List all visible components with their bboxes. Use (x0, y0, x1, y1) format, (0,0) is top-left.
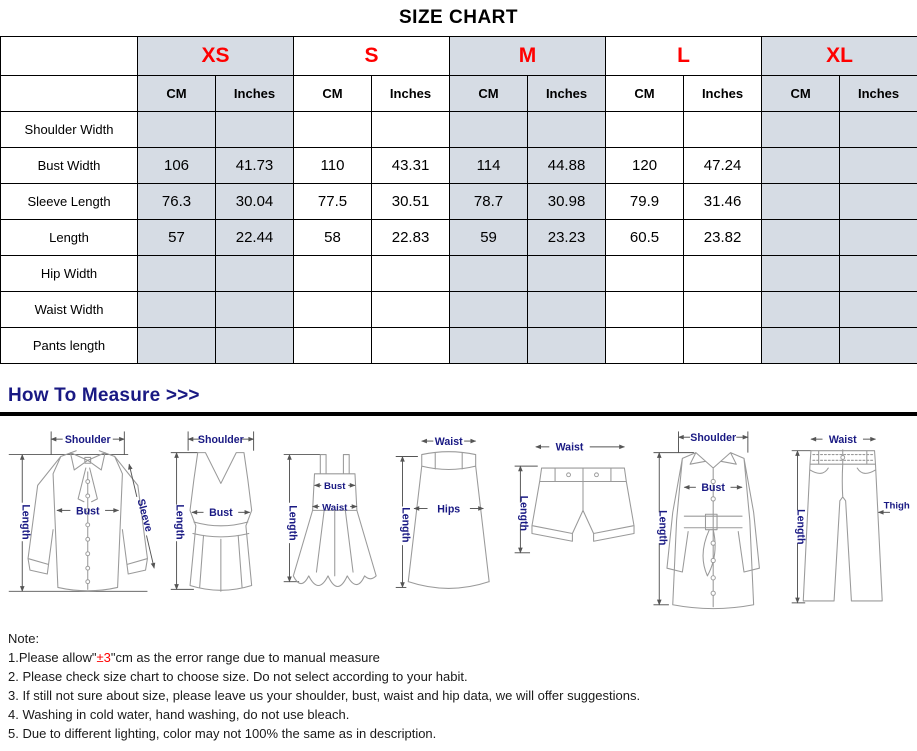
dress-figure (276, 422, 390, 620)
pants-figure (784, 422, 914, 620)
cell (762, 148, 840, 184)
cell: 22.83 (372, 220, 450, 256)
cell (294, 328, 372, 364)
length-label: Length (794, 509, 807, 545)
unit-header-cm: CM (294, 76, 372, 112)
cell (372, 328, 450, 364)
cell (450, 112, 528, 148)
table-row-length (1, 220, 917, 256)
table-row-sleeve-length (1, 184, 917, 220)
cell (684, 292, 762, 328)
cell (762, 328, 840, 364)
cell (528, 112, 606, 148)
row-label: Hip Width (1, 256, 138, 292)
shoulder-label: Shoulder (197, 433, 244, 446)
blouse-figure (3, 422, 165, 620)
skirt-drawing (408, 452, 489, 589)
unit-header-inches: Inches (840, 76, 917, 112)
waist-label: Waist (321, 502, 347, 514)
cell (216, 328, 294, 364)
cell: 23.23 (528, 220, 606, 256)
note1-suffix: "cm as the error range due to manual measure (110, 650, 380, 665)
cell (606, 256, 684, 292)
cell: 114 (450, 148, 528, 184)
notes-section (0, 621, 917, 743)
cell (372, 112, 450, 148)
cell (372, 256, 450, 292)
unit-header-row (1, 76, 917, 112)
cell: 110 (294, 148, 372, 184)
note-line-1 (8, 648, 909, 667)
waist-label: Waist (828, 434, 857, 446)
skirt-figure (389, 422, 505, 620)
cell (450, 328, 528, 364)
cell: 120 (606, 148, 684, 184)
cell: 43.31 (372, 148, 450, 184)
cell: 23.82 (684, 220, 762, 256)
cell: 59 (450, 220, 528, 256)
cell (294, 112, 372, 148)
table-row-shoulder-width (1, 112, 917, 148)
note-line-2: 2. Please check size chart to choose size. Do not select according to your habit. (8, 669, 468, 684)
cell (840, 148, 917, 184)
cell (606, 292, 684, 328)
bust-label: Bust (208, 507, 233, 520)
cell (528, 292, 606, 328)
shorts-drawing (532, 468, 634, 541)
cell (450, 256, 528, 292)
size-header-m: M (450, 37, 606, 76)
corner-cell-2 (1, 76, 138, 112)
cell: 78.7 (450, 184, 528, 220)
unit-header-cm: CM (450, 76, 528, 112)
how-to-measure-heading: How To Measure >>> (8, 385, 200, 406)
note-line-3: 3. If still not sure about size, please leave us your shoulder, bust, waist and hip data, we will offer suggestions. (8, 688, 641, 703)
bust-label: Bust (75, 505, 100, 518)
thigh-label: Thigh (883, 500, 910, 512)
cell (840, 112, 917, 148)
cell (840, 256, 917, 292)
note1-prefix: 1.Please allow" (8, 650, 97, 665)
cell (294, 256, 372, 292)
cell: 31.46 (684, 184, 762, 220)
measure-figures (0, 416, 917, 621)
tank-top-figure (165, 422, 276, 620)
hips-label: Hips (437, 503, 461, 516)
cell (684, 328, 762, 364)
cell: 58 (294, 220, 372, 256)
table-row-hip-width (1, 256, 917, 292)
shoulder-label: Shoulder (64, 433, 111, 446)
size-chart-table (0, 36, 917, 364)
unit-header-cm: CM (606, 76, 684, 112)
cell (840, 184, 917, 220)
cell (840, 220, 917, 256)
row-label: Bust Width (1, 148, 138, 184)
unit-header-cm: CM (762, 76, 840, 112)
unit-header-inches: Inches (216, 76, 294, 112)
row-label: Waist Width (1, 292, 138, 328)
cell (138, 328, 216, 364)
length-label: Length (19, 504, 32, 540)
cell (294, 292, 372, 328)
cell (684, 112, 762, 148)
cell (762, 184, 840, 220)
cell (528, 256, 606, 292)
coat-figure (640, 422, 784, 620)
cell: 41.73 (216, 148, 294, 184)
cell (840, 292, 917, 328)
notes-heading: Note: (8, 631, 40, 646)
cell (684, 256, 762, 292)
tank-drawing (190, 453, 252, 592)
note-line-4: 4. Washing in cold water, hand washing, do not use bleach. (8, 707, 350, 722)
shorts-figure (505, 422, 640, 620)
cell (762, 220, 840, 256)
unit-header-cm: CM (138, 76, 216, 112)
table-row-pants-length (1, 328, 917, 364)
length-label: Length (517, 495, 530, 531)
coat-drawing (667, 453, 759, 609)
note-line-5: 5. Due to different lighting, color may not 100% the same as in description. (8, 726, 437, 741)
size-header-l: L (606, 37, 762, 76)
length-label: Length (286, 505, 299, 541)
dress-drawing (293, 455, 376, 587)
bust-label: Bust (700, 482, 725, 495)
waist-label: Waist (434, 435, 463, 448)
cell (216, 292, 294, 328)
cell: 57 (138, 220, 216, 256)
cell (372, 292, 450, 328)
unit-header-inches: Inches (528, 76, 606, 112)
cell (138, 256, 216, 292)
note1-tolerance: ±3 (96, 650, 111, 665)
length-label: Length (655, 510, 668, 546)
cell (138, 112, 216, 148)
cell: 44.88 (528, 148, 606, 184)
unit-header-inches: Inches (684, 76, 762, 112)
cell (840, 328, 917, 364)
waist-label: Waist (555, 441, 584, 454)
corner-cell (1, 37, 138, 76)
cell (138, 292, 216, 328)
shoulder-label: Shoulder (689, 432, 736, 445)
row-label: Length (1, 220, 138, 256)
size-header-xs: XS (138, 37, 294, 76)
cell: 30.51 (372, 184, 450, 220)
cell (762, 112, 840, 148)
cell (216, 112, 294, 148)
pants-drawing (803, 450, 882, 601)
cell: 76.3 (138, 184, 216, 220)
size-header-s: S (294, 37, 450, 76)
sleeve-label: Sleeve (134, 497, 155, 534)
size-header-row (1, 37, 917, 76)
cell: 22.44 (216, 220, 294, 256)
cell: 79.9 (606, 184, 684, 220)
page-title: SIZE CHART (399, 7, 518, 28)
row-label: Pants length (1, 328, 138, 364)
bust-label: Bust (323, 481, 345, 493)
table-row-waist-width (1, 292, 917, 328)
cell (762, 256, 840, 292)
cell: 30.98 (528, 184, 606, 220)
cell (216, 256, 294, 292)
arrowhead-defs (0, 416, 4, 420)
cell (762, 292, 840, 328)
cell (528, 328, 606, 364)
row-label: Sleeve Length (1, 184, 138, 220)
length-label: Length (173, 504, 186, 540)
cell: 77.5 (294, 184, 372, 220)
cell (450, 292, 528, 328)
length-label: Length (399, 507, 412, 543)
cell: 106 (138, 148, 216, 184)
size-header-xl: XL (762, 37, 917, 76)
cell: 30.04 (216, 184, 294, 220)
cell (606, 112, 684, 148)
unit-header-inches: Inches (372, 76, 450, 112)
cell: 47.24 (684, 148, 762, 184)
cell (606, 328, 684, 364)
table-row-bust-width (1, 148, 917, 184)
cell: 60.5 (606, 220, 684, 256)
row-label: Shoulder Width (1, 112, 138, 148)
